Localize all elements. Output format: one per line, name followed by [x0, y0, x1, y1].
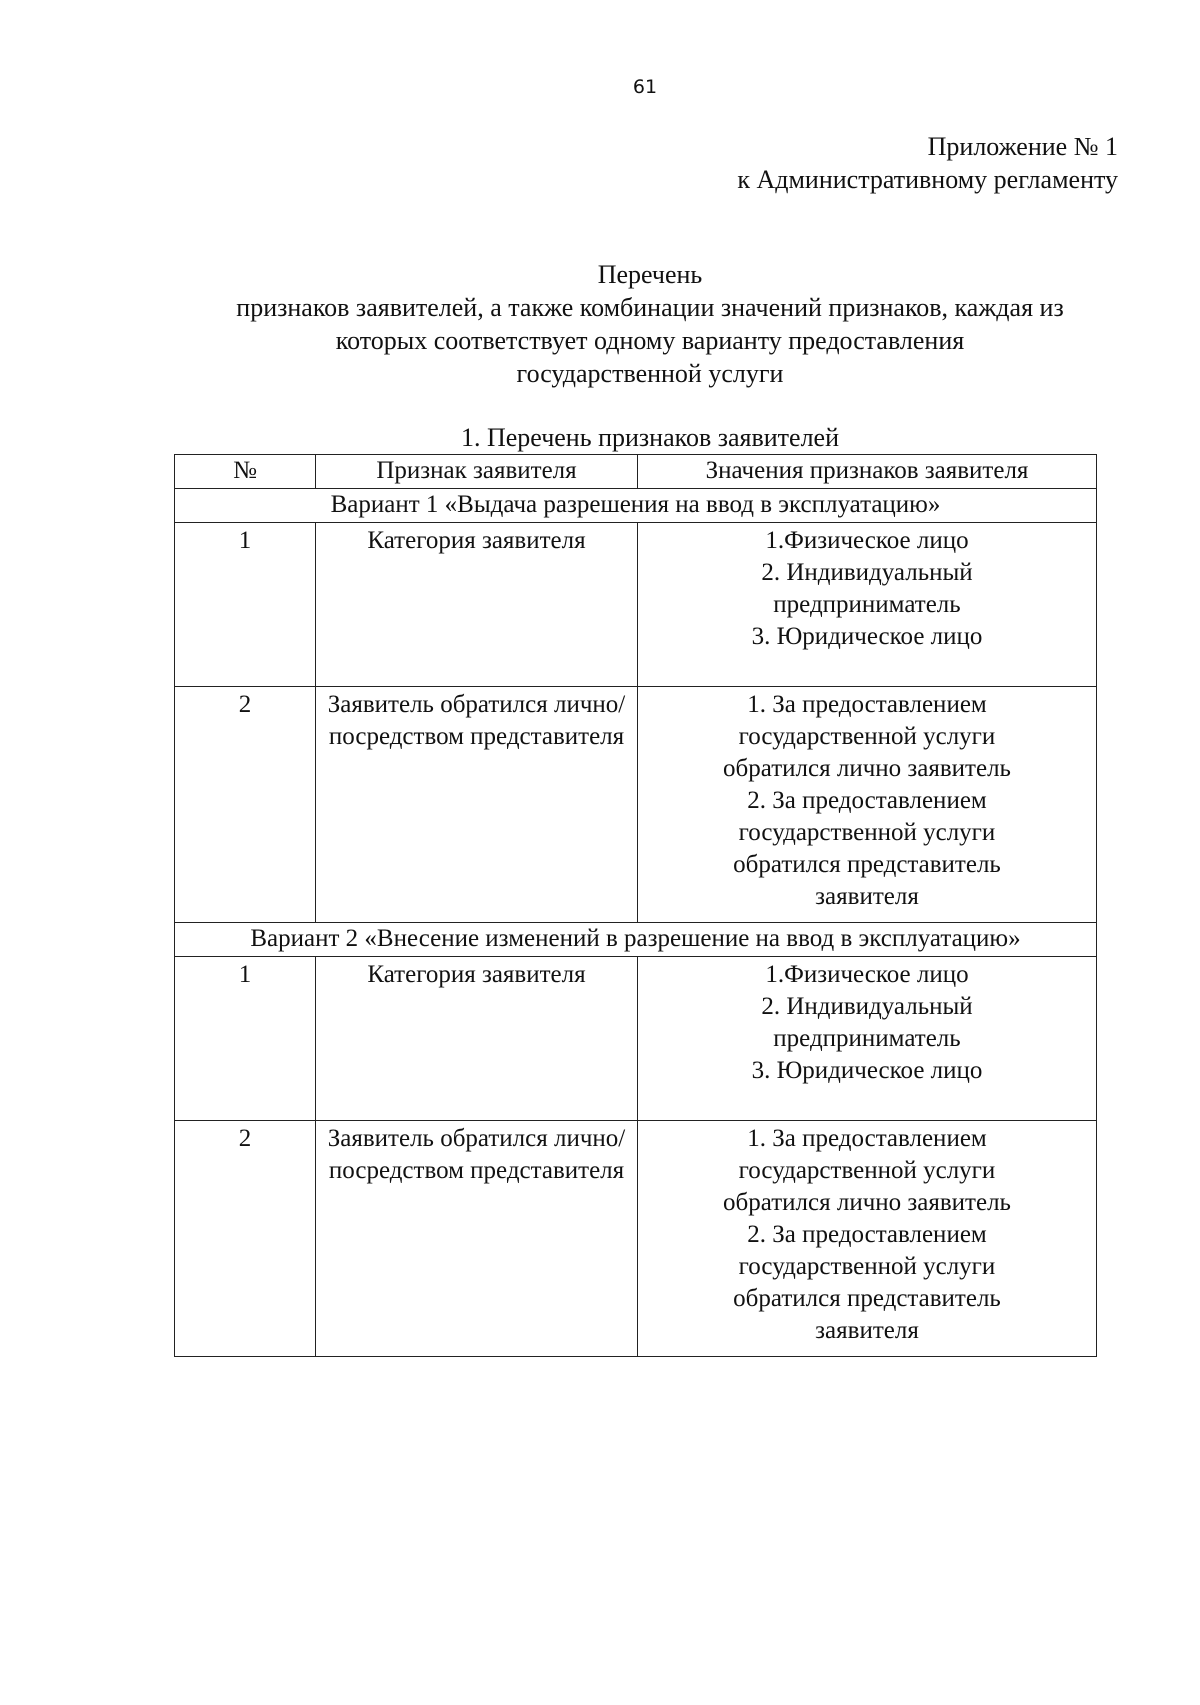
table-row — [175, 1121, 1097, 1357]
title-line-2: которых соответствует одному варианту предоставления — [335, 326, 965, 355]
value-line: 1.Физическое лицо — [765, 961, 969, 988]
value-line: 1. За предоставлением — [747, 1125, 987, 1152]
row-number: 1 — [175, 957, 316, 1121]
value-line: обратился представитель — [733, 851, 1001, 878]
header-feature: Признак заявителя — [316, 455, 638, 489]
document-title — [150, 258, 1150, 390]
value-line: 3. Юридическое лицо — [751, 623, 983, 650]
value-line: государственной услуги — [738, 1157, 996, 1184]
row-values — [638, 523, 1097, 687]
features-table — [174, 454, 1097, 1357]
value-line: заявителя — [815, 1317, 919, 1344]
value-line: 1. За предоставлением — [747, 691, 987, 718]
appendix-line-1: Приложение № 1 — [927, 132, 1118, 161]
row-number: 2 — [175, 1121, 316, 1357]
row-feature: Заявитель обратился лично/посредством представителя — [316, 1121, 638, 1357]
value-line: 1.Физическое лицо — [765, 527, 969, 554]
table-row — [175, 957, 1097, 1121]
header-values: Значения признаков заявителя — [638, 455, 1097, 489]
table-header-row — [175, 455, 1097, 489]
value-line: обратился лично заявитель — [723, 1189, 1011, 1216]
value-line: предприниматель — [773, 591, 961, 618]
value-line: государственной услуги — [738, 819, 996, 846]
appendix-line-2: к Административному регламенту — [737, 165, 1118, 194]
row-number: 2 — [175, 687, 316, 923]
page-number: 61 — [632, 76, 658, 98]
row-values — [638, 957, 1097, 1121]
title-line-3: государственной услуги — [516, 359, 784, 388]
value-line: 2. За предоставлением — [747, 1221, 987, 1248]
value-line: 3. Юридическое лицо — [751, 1057, 983, 1084]
row-values — [638, 1121, 1097, 1357]
value-line: государственной услуги — [738, 1253, 996, 1280]
value-line: 2. Индивидуальный — [761, 993, 973, 1020]
row-feature: Категория заявителя — [316, 523, 638, 687]
variant-title: Вариант 1 «Выдача разрешения на ввод в эксплуатацию» — [175, 489, 1097, 523]
row-values — [638, 687, 1097, 923]
row-feature: Заявитель обратился лично/посредством представителя — [316, 687, 638, 923]
value-line: государственной услуги — [738, 723, 996, 750]
table-row — [175, 687, 1097, 923]
value-line: предприниматель — [773, 1025, 961, 1052]
table-row — [175, 523, 1097, 687]
variant-row — [175, 489, 1097, 523]
section-title: 1. Перечень признаков заявителей — [460, 423, 840, 452]
value-line: заявителя — [815, 883, 919, 910]
value-line: 2. За предоставлением — [747, 787, 987, 814]
value-line: обратился лично заявитель — [723, 755, 1011, 782]
variant-title: Вариант 2 «Внесение изменений в разрешение на ввод в эксплуатацию» — [175, 923, 1097, 957]
variant-row — [175, 923, 1097, 957]
appendix-header — [737, 130, 1118, 196]
row-number: 1 — [175, 523, 316, 687]
row-feature: Категория заявителя — [316, 957, 638, 1121]
header-number: № — [175, 455, 316, 489]
value-line: 2. Индивидуальный — [761, 559, 973, 586]
title-heading: Перечень — [597, 260, 703, 289]
title-line-1: признаков заявителей, а также комбинации значений признаков, каждая из — [236, 293, 1064, 322]
value-line: обратился представитель — [733, 1285, 1001, 1312]
